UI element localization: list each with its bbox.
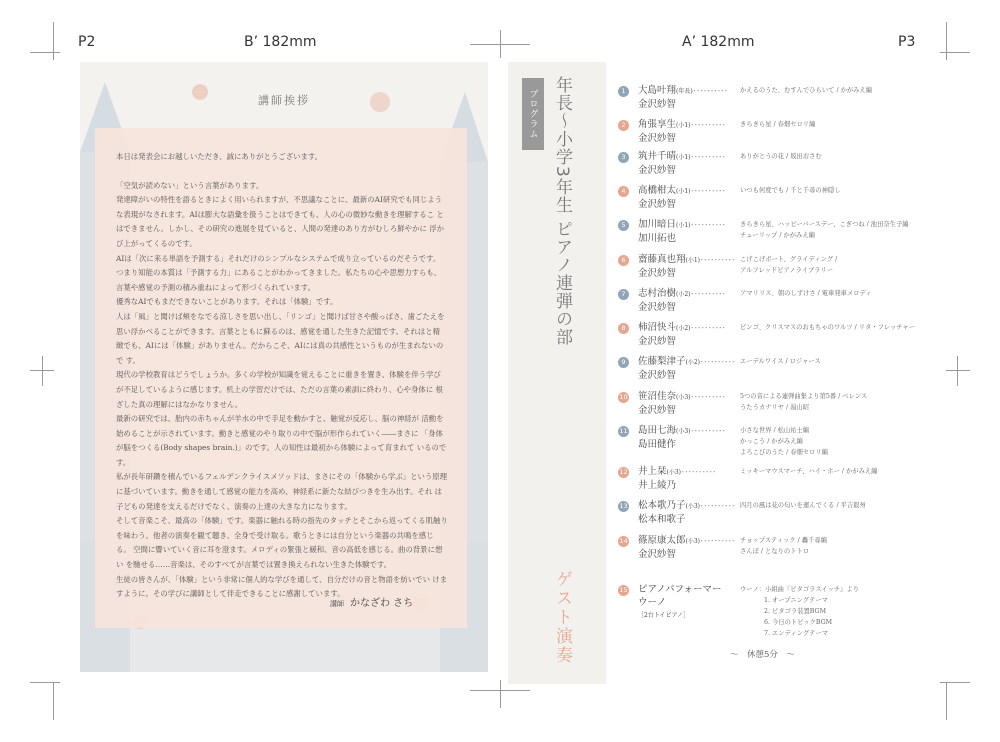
crop-mark (957, 356, 958, 386)
performer-name: 柿沼快斗 (638, 322, 677, 333)
item-number-badge: 1 (618, 86, 629, 97)
greeting-title: 講師挨拶 (258, 94, 310, 107)
song-list (740, 219, 909, 241)
crop-mark (946, 370, 970, 371)
song-list (740, 500, 866, 511)
leader-dots: ･･････････ (700, 537, 736, 545)
leader-dots: ･･････････ (692, 87, 728, 95)
grade-label: (小1) (676, 222, 691, 229)
grade-label: (小3) (685, 503, 701, 510)
page-size-right: A’ 182mm (682, 34, 755, 50)
signature (330, 594, 413, 609)
performer-names (638, 583, 722, 622)
performer-name: 高橋柑太 (638, 185, 677, 196)
greeting-text (116, 150, 448, 602)
greeting-paragraph: そして音楽こそ、最高の「体験」です。楽器に触れる時の指先のタッチとそこから返ってくる肌触り を味わう。他者の演奏を観て聴き、全身で受け取る。歌うときには自分という楽器の共鳴を感じる。 空間に響いていく音に耳を澄ます。メロディの緊張と緩和、音の高低を感じる。曲の背景に想い を馳せる……音楽は、そのすべてが言葉では置き換えられない生きた体験です。 (116, 516, 448, 570)
song-list (740, 151, 822, 162)
leader-dots: ･･････････ (700, 256, 736, 264)
performer-name: 大島叶翔 (638, 85, 677, 96)
greeting-paragraph: 私が長年研鑽を積んでいるフェルデンクライスメソッドは、まさにその「体験から学ぶ」という原理 に基づいています。動きを通して感覚の能力を高め、神経系に新たな結びつきを生み出す。それ は子どもの発達を支えるだけでなく、演奏の上達の大きな力になります。 (116, 472, 448, 511)
performer-name: 加川拓也 (638, 233, 677, 244)
song-title: チョップスティック / 轟千尋編 (740, 537, 827, 544)
page-number-right: P3 (898, 34, 916, 50)
program-tag: プログラム (522, 78, 544, 150)
item-number-badge: 8 (618, 323, 629, 334)
song-title: エーデルワイス / ロジャース (740, 358, 821, 365)
performer-name: 金沢紗智 (638, 405, 677, 416)
grade-label: (小3) (676, 428, 691, 435)
item-number-badge: 4 (618, 186, 629, 197)
song-title: こげこげボート、グライディング / (740, 256, 838, 263)
grade-label: (小1) (685, 257, 701, 264)
leader-dots: ･･････････ (690, 121, 726, 129)
performer-name: 金沢紗智 (638, 302, 677, 313)
grade-label: (小1) (676, 122, 691, 129)
item-number-badge: 13 (619, 502, 628, 510)
performer-name: 笹沼佳奈 (638, 391, 677, 402)
guest-section-title: ゲスト演奏 (552, 570, 572, 665)
song-title: アルフレッドピアノライブラリー (740, 267, 834, 274)
greeting-paragraph: 生徒の皆さんが、「体験」という非常に個人的な学びを通して、自分だけの音と物語を紡いでい けますように。その学びに講師として伴走できることに感謝しています。 (116, 574, 448, 599)
grade-label: (小3) (685, 538, 701, 545)
performer-name: 志村治樹 (638, 288, 677, 299)
greeting-paragraph: 最新の研究では、胎内の赤ちゃんが羊水の中で手足を動かすと、触覚が反応し、脳の神経が 活動を始めることが示されています。動きと感覚のやり取りの中で脳が形作られていく――まさに 「身体が脳をつくる(Body shapes brain.)」のです。人の知性は最初から体験によって育まれて いるのです。 (116, 414, 447, 467)
performer-names (638, 253, 735, 280)
performer-names (638, 465, 716, 492)
song-title: 7. エンディングテーマ (764, 630, 829, 637)
performer-name: 金沢紗智 (638, 336, 677, 347)
song-list (740, 322, 915, 333)
grade-label: (小3) (666, 469, 682, 476)
page-size-left: B’ 182mm (244, 34, 317, 50)
crop-mark (940, 682, 970, 683)
performer-name: ウーノ (638, 597, 667, 608)
song-title: かえるのうた、むすんでひらいて / かがみえ編 (740, 87, 873, 94)
song-title: ウーノ：小組曲『ピタゴラスイッチ』より (740, 586, 860, 593)
crop-mark (30, 52, 60, 53)
greeting-paragraph: 人は「風」と聞けば頬をなでる涼しさを思い出し、「リンゴ」と聞けば甘さや酸っぱさ、歯ごたえを 思い浮かべることができます。言葉とともに蘇るのは、感覚を通した生きた記憶です。それはと精 緻でも、AIには「体験」がありません。だからこそ、AIには真の共感性というものが生まれないので す。 (116, 311, 445, 365)
performer-names (638, 184, 726, 211)
page-number-left: P2 (78, 34, 96, 50)
performer-name: 金沢紗智 (638, 268, 677, 279)
grade-label: (小2) (676, 325, 691, 332)
performer-names (638, 499, 735, 526)
item-number-badge: 14 (619, 537, 628, 545)
performer-name: 松本和歌子 (638, 514, 686, 525)
leader-dots: ･･････････ (690, 221, 726, 229)
grade-label: (小2) (685, 359, 701, 366)
leader-dots: ･･････････ (681, 468, 717, 476)
greeting-paragraph: 本日は発表会にお越しいただき、誠にありがとうございます。 (116, 152, 323, 161)
leader-dots: ･･････････ (690, 290, 726, 298)
performer-name: 筑井千晴 (638, 151, 677, 162)
signature-name: かなざわ さち (350, 598, 414, 609)
item-number-badge: 7 (618, 289, 629, 300)
song-list (740, 356, 821, 367)
signature-role: 講師 (330, 600, 344, 608)
song-title: きらきら星 / 春畑セロリ編 (740, 121, 816, 128)
item-number-badge: 5 (618, 220, 629, 231)
greeting-paragraph: 現代の学校教育はどうでしょうか。多くの学校が知識を覚えることに重きを置き、体験を伴う学び が不足しているように感じます。机上の学習だけでは、ただの言葉の素訓に終わり、心や身体に 根ざした真の理解にはなかなりません。 (116, 370, 443, 409)
song-title: アマリリス、朝のしずけさ / 電車発車メロディ (740, 290, 872, 297)
performer-name: ピアノパフォーマー (638, 584, 722, 595)
crop-mark (30, 682, 60, 683)
song-list (740, 584, 859, 639)
song-title: さんぽ / となりのトトロ (740, 548, 810, 555)
item-number-badge: 6 (618, 255, 629, 266)
song-title: 2. ピタゴラ装置BGM (764, 608, 827, 615)
performer-note: ［2台トイピアノ］ (638, 612, 690, 619)
intermission-note: 〜 休憩5分 〜 (730, 650, 795, 660)
grade-label: (年長) (676, 88, 693, 95)
item-number-badge: 15 (619, 586, 628, 594)
performer-names (638, 150, 726, 177)
song-list (740, 254, 837, 276)
performer-names (638, 390, 726, 417)
song-list (740, 119, 815, 130)
song-title: いつも何度でも / 千と千尋の神隠し (740, 187, 841, 194)
performer-name: 島田健作 (638, 439, 677, 450)
song-title: 四月の風は花の匂いを運んでくる / 平吉毅州 (740, 502, 866, 509)
grade-label: (小2) (676, 291, 691, 298)
item-number-badge: 3 (618, 152, 629, 163)
performer-names (638, 355, 735, 382)
song-list (740, 391, 867, 413)
song-title: 小さな世界 / 松山祐士編 (740, 427, 810, 434)
leader-dots: ･･････････ (690, 187, 726, 195)
song-title: 1. オープニングテーマ (764, 597, 828, 604)
performer-name: 齋藤真也翔 (638, 254, 686, 265)
performer-name: 金沢紗智 (638, 99, 677, 110)
performer-name: 佐藤梨津子 (638, 356, 686, 367)
crop-mark (500, 30, 501, 58)
crop-mark (946, 682, 947, 720)
song-title: きらきら星、ハッピーバースデー、こぎつね / 池田奈生子編 (740, 221, 909, 228)
performer-name: 島田七海 (638, 425, 677, 436)
song-title: うたうカナリヤ / 湯山昭 (740, 404, 809, 411)
item-number-badge: 10 (619, 393, 628, 401)
song-list (740, 288, 872, 299)
song-list (740, 185, 841, 196)
song-list (740, 466, 877, 477)
song-title: ミッキーマウスマーチ、ハイ・ホー / かがみえ編 (740, 468, 878, 475)
performer-names (638, 424, 726, 451)
song-list (740, 85, 872, 96)
greeting-paragraph: AIは「次に来る単語を予測する」それだけのシンプルなシステムで成り立っているのだそうです。 つまり知能の本質は「予測する力」にあることがわかってきました。私たちの心や思想力すらも、 言葉や感覚の予測の積み重ねによって形づくられています。 (116, 253, 442, 292)
crop-mark (940, 52, 970, 53)
performer-names (638, 321, 726, 348)
crop-mark (53, 682, 54, 720)
performer-name: 金沢紗智 (638, 549, 677, 560)
performer-name: 金沢紗智 (638, 165, 677, 176)
grade-label: (小3) (676, 394, 691, 401)
song-title: 5つの音による連弾曲集より第5番 / ベレンス (740, 393, 868, 400)
song-list (740, 425, 828, 458)
song-title: チューリップ / かがみえ編 (740, 232, 815, 239)
performer-names (638, 118, 726, 145)
crop-mark (42, 356, 43, 386)
performer-names (638, 287, 726, 314)
leader-dots: ･･････････ (700, 502, 736, 510)
performer-name: 金沢紗智 (638, 199, 677, 210)
performer-name: 篠原康太郎 (638, 535, 686, 546)
song-title: ビンゴ、クリスマスのおもちゃのワルツ / リタ・フレッチャー (740, 324, 915, 331)
greeting-paragraph: 「空気が読めない」という言葉があります。 (116, 180, 264, 190)
song-title: かっこう / かがみえ編 (740, 438, 803, 445)
leader-dots: ･･････････ (690, 427, 726, 435)
song-title: 6. 今日のトピックBGM (764, 619, 833, 626)
item-number-badge: 9 (618, 357, 629, 368)
crop-mark (53, 22, 54, 60)
performer-names (638, 84, 728, 111)
song-title: ありがとうの花 / 坂田おさむ (740, 153, 822, 160)
performer-name: 井上栞 (638, 466, 667, 477)
leader-dots: ･･････････ (690, 393, 726, 401)
performer-name: 加川暗日 (638, 219, 677, 230)
item-number-badge: 12 (619, 468, 628, 476)
greeting-paragraph: 優秀なAIでもまだできないことがあります。それは「体験」です。 (116, 297, 338, 307)
leader-dots: ･･････････ (690, 153, 726, 161)
performer-names (638, 534, 735, 561)
grade-label: (小1) (676, 154, 691, 161)
leader-dots: ･･････････ (700, 358, 736, 366)
performer-name: 井上綾乃 (638, 480, 677, 491)
leader-dots: ･･････････ (690, 324, 726, 332)
crop-mark (500, 680, 501, 708)
greeting-paragraph: 発達障がいの特性を語るときによく用いられますが、不思議なことに、最新のAI研究でも同じよう な表現がなされます。AIは膨大な語彙を扱うことはできても、人の心の微妙な動きを理解するこ とはできません。しかし、その研究の進展を見ていると、人間の発達のあり方がむしろ鮮やかに 浮かび上がってくるのです。 (116, 195, 444, 248)
section-title: 年長〜小学3年生 ピアノ連弾の部 (552, 76, 572, 347)
performer-name: 松本歌乃子 (638, 500, 686, 511)
grade-label: (小1) (676, 188, 691, 195)
performer-name: 角張享生 (638, 119, 677, 130)
performer-name: 金沢紗智 (638, 370, 677, 381)
song-list (740, 535, 827, 557)
performer-names (638, 218, 726, 245)
performer-name: 金沢紗智 (638, 133, 677, 144)
item-number-badge: 2 (618, 120, 629, 131)
item-number-badge: 11 (619, 427, 628, 435)
crop-mark (946, 22, 947, 60)
song-title: よろこびのうた / 春畑セロリ編 (740, 449, 828, 456)
